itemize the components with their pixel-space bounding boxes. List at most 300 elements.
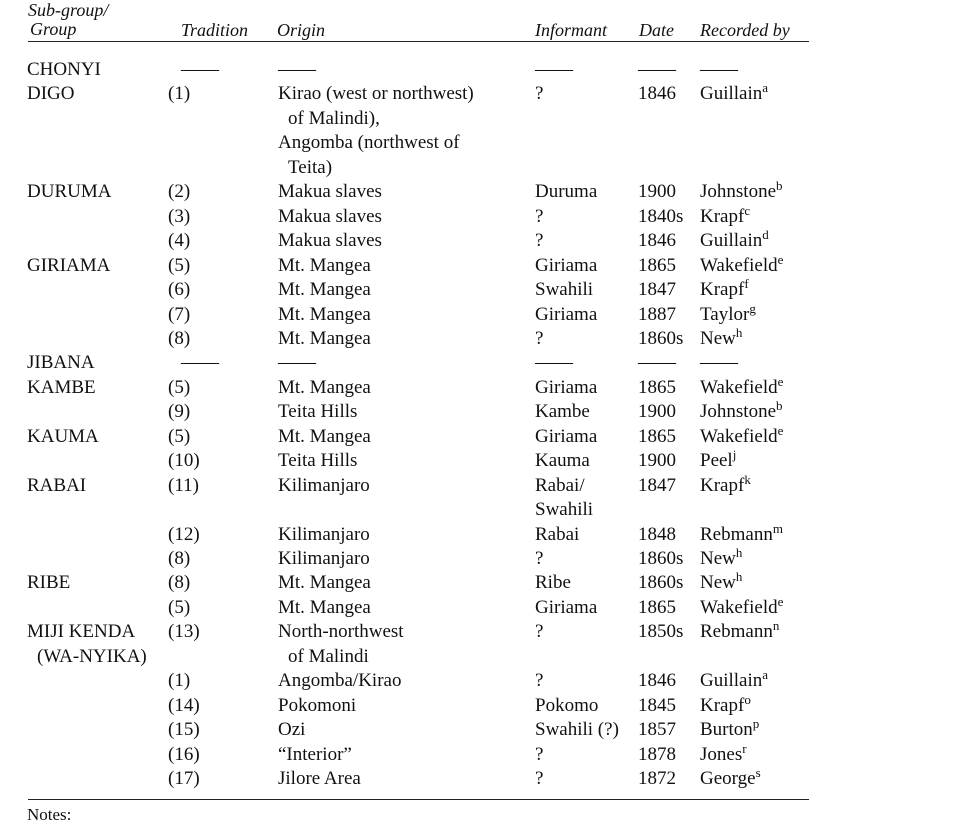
date-cell-text: 1865 — [638, 426, 676, 447]
informant-cell-text: Kauma — [535, 450, 590, 471]
origin-cell — [278, 327, 371, 351]
origin-cell — [288, 156, 332, 180]
informant-cell-text: ? — [535, 83, 544, 104]
footer-rule — [28, 799, 809, 800]
tradition-cell — [168, 694, 200, 718]
footnote-marker: m — [772, 521, 783, 536]
recorded-by-cell-text: Johnstone — [700, 181, 776, 202]
recorded-by-cell-text: Burton — [700, 719, 753, 740]
date-cell — [638, 400, 676, 424]
footnote-marker: j — [732, 447, 737, 462]
notes-label: Notes: — [27, 805, 72, 824]
tradition-cell — [168, 718, 200, 742]
tradition-cell-text: (6) — [168, 279, 191, 300]
header-informant: Informant — [535, 20, 607, 40]
origin-cell-text: Teita Hills — [278, 450, 358, 471]
group-cell — [37, 645, 147, 669]
date-cell-text: 1900 — [638, 181, 676, 202]
informant-cell-text: Duruma — [535, 181, 598, 202]
tradition-cell — [168, 425, 190, 449]
origin-cell — [278, 400, 357, 424]
origin-cell-text: Makua slaves — [278, 230, 382, 251]
date-cell-text: 1860s — [638, 572, 684, 593]
group-cell-text: KAMBE — [27, 377, 96, 398]
origin-cell-text: Mt. Mangea — [278, 377, 371, 398]
date-cell — [638, 620, 683, 644]
informant-cell-text: Giriama — [535, 255, 598, 276]
recorded-by-cell — [700, 449, 736, 473]
tradition-cell — [168, 254, 190, 278]
tradition-cell — [168, 376, 190, 400]
informant-cell — [535, 547, 543, 571]
recorded-by-cell — [700, 376, 783, 400]
group-cell — [27, 620, 135, 644]
origin-cell — [278, 254, 371, 278]
informant-cell — [535, 425, 597, 449]
recorded-by-cell — [700, 58, 738, 82]
date-cell — [638, 205, 683, 229]
recorded-by-cell — [700, 278, 749, 302]
informant-cell-text: ? — [535, 206, 544, 227]
origin-cell-text: —— — [278, 59, 316, 80]
tradition-cell-text: (5) — [168, 377, 191, 398]
informant-cell — [535, 523, 579, 547]
origin-cell — [278, 669, 401, 693]
date-cell-text: 1887 — [638, 304, 676, 325]
group-cell-text: MIJI KENDA — [27, 621, 136, 642]
tradition-cell — [168, 229, 190, 253]
origin-cell-text: Mt. Mangea — [278, 597, 371, 618]
date-cell — [638, 278, 676, 302]
date-cell-text: 1840s — [638, 206, 684, 227]
date-cell — [638, 180, 676, 204]
informant-cell — [535, 303, 597, 327]
date-cell — [638, 58, 676, 82]
tradition-cell — [168, 669, 190, 693]
recorded-by-cell — [700, 180, 783, 204]
tradition-cell — [181, 351, 219, 375]
informant-cell-text: ? — [535, 670, 544, 691]
date-cell — [638, 425, 676, 449]
informant-cell-text: Ribe — [535, 572, 571, 593]
origin-cell-text: Mt. Mangea — [278, 572, 371, 593]
date-cell-text: 1846 — [638, 230, 676, 251]
origin-cell — [278, 743, 352, 767]
recorded-by-cell — [700, 767, 761, 791]
origin-cell — [278, 694, 356, 718]
tradition-cell-text: (4) — [168, 230, 191, 251]
footnote-marker: d — [762, 227, 769, 242]
origin-cell-text: —— — [278, 352, 316, 373]
informant-cell-text: Giriama — [535, 304, 598, 325]
informant-cell-text: Giriama — [535, 426, 598, 447]
recorded-by-cell — [700, 718, 759, 742]
recorded-by-cell — [700, 400, 783, 424]
footnote-marker: e — [777, 594, 784, 609]
tradition-cell-text: (7) — [168, 304, 191, 325]
tradition-cell — [168, 620, 200, 644]
recorded-by-cell — [700, 694, 751, 718]
informant-cell — [535, 694, 598, 718]
informant-cell-text: Giriama — [535, 597, 598, 618]
tradition-cell-text: (11) — [168, 475, 199, 496]
date-cell-text: 1850s — [638, 621, 684, 642]
tradition-cell-text: —— — [181, 352, 219, 373]
date-cell — [638, 767, 676, 791]
origin-cell — [278, 229, 382, 253]
informant-cell-text: ? — [535, 548, 544, 569]
recorded-by-cell-text: Krapf — [700, 279, 745, 300]
footnote-marker: s — [755, 765, 761, 780]
group-cell-text: JIBANA — [27, 352, 95, 373]
recorded-by-cell-text: Rebmann — [700, 524, 773, 545]
informant-cell — [535, 229, 543, 253]
recorded-by-cell — [700, 596, 783, 620]
informant-cell — [535, 669, 543, 693]
origin-cell-text: Mt. Mangea — [278, 255, 371, 276]
tradition-cell — [168, 767, 200, 791]
origin-cell — [288, 645, 369, 669]
footnote-marker: r — [742, 741, 747, 756]
recorded-by-cell-text: New — [700, 328, 736, 349]
tradition-cell-text: —— — [181, 59, 219, 80]
origin-cell — [278, 278, 371, 302]
recorded-by-cell-text: Peel — [700, 450, 733, 471]
tradition-cell — [168, 82, 190, 106]
recorded-by-cell — [700, 254, 783, 278]
footnote-marker: e — [777, 374, 784, 389]
tradition-cell-text: (13) — [168, 621, 200, 642]
group-cell — [27, 254, 110, 278]
date-cell-text: 1865 — [638, 255, 676, 276]
tradition-cell — [168, 400, 190, 424]
header-group: Group — [30, 19, 77, 39]
date-cell-text: —— — [638, 59, 676, 80]
group-cell — [27, 82, 75, 106]
date-cell-text: 1872 — [638, 768, 676, 789]
origin-cell — [288, 107, 380, 131]
group-cell-text: KAUMA — [27, 426, 99, 447]
informant-cell-text: ? — [535, 621, 544, 642]
recorded-by-cell — [700, 547, 742, 571]
tradition-cell-text: (14) — [168, 695, 200, 716]
informant-cell — [535, 743, 543, 767]
origin-cell — [278, 58, 316, 82]
footnote-marker: k — [744, 472, 751, 487]
tradition-cell-text: (15) — [168, 719, 200, 740]
origin-cell — [278, 425, 371, 449]
tradition-cell — [168, 547, 190, 571]
date-cell-text: 1846 — [638, 83, 676, 104]
tradition-cell — [168, 596, 190, 620]
group-cell-text: GIRIAMA — [27, 255, 111, 276]
footnote-marker: e — [777, 423, 784, 438]
recorded-by-cell-text: Wakefield — [700, 377, 778, 398]
date-cell — [638, 669, 676, 693]
date-cell — [638, 303, 676, 327]
header-origin: Origin — [277, 20, 326, 40]
recorded-by-cell-text: —— — [700, 59, 738, 80]
informant-cell — [535, 767, 543, 791]
origin-cell — [278, 474, 370, 498]
group-cell-text: RIBE — [27, 572, 71, 593]
origin-cell-text: Angomba/Kirao — [278, 670, 402, 691]
informant-cell — [535, 58, 573, 82]
recorded-by-cell — [700, 205, 750, 229]
header-tradition: Tradition — [181, 20, 249, 40]
origin-cell-text: “Interior” — [278, 744, 352, 765]
recorded-by-cell — [700, 571, 742, 595]
origin-cell-text: Makua slaves — [278, 206, 382, 227]
origin-cell-text: Makua slaves — [278, 181, 382, 202]
informant-cell-text: ? — [535, 744, 544, 765]
date-cell — [638, 254, 676, 278]
group-cell — [27, 180, 111, 204]
origin-cell — [278, 82, 474, 106]
origin-cell-text: Mt. Mangea — [278, 328, 371, 349]
recorded-by-cell — [700, 351, 738, 375]
origin-cell — [278, 131, 460, 155]
tradition-cell — [168, 205, 190, 229]
header-subgroup: Sub-group/ — [28, 0, 109, 20]
group-cell-text: DURUMA — [27, 181, 112, 202]
recorded-by-cell — [700, 474, 751, 498]
date-cell-text: 1865 — [638, 597, 676, 618]
informant-cell — [535, 400, 590, 424]
recorded-by-cell — [700, 327, 742, 351]
date-cell — [638, 474, 676, 498]
informant-cell-text: Rabai — [535, 524, 580, 545]
date-cell-text: 1860s — [638, 328, 684, 349]
footnote-marker: h — [735, 325, 743, 340]
footnote-marker: o — [744, 692, 751, 707]
informant-cell — [535, 449, 590, 473]
date-cell — [638, 571, 683, 595]
recorded-by-cell-text: George — [700, 768, 756, 789]
date-cell-text: 1900 — [638, 401, 676, 422]
origin-cell-text: Kilimanjaro — [278, 548, 370, 569]
footnote-marker: a — [762, 667, 769, 682]
origin-cell — [278, 449, 357, 473]
date-cell — [638, 376, 676, 400]
informant-cell — [535, 82, 543, 106]
group-cell — [27, 351, 95, 375]
origin-cell — [278, 180, 382, 204]
date-cell-text: 1900 — [638, 450, 676, 471]
date-cell-text: 1848 — [638, 524, 676, 545]
recorded-by-cell-text: —— — [700, 352, 738, 373]
informant-cell — [535, 498, 593, 522]
tradition-cell — [168, 474, 199, 498]
origin-cell-text: Teita Hills — [278, 401, 358, 422]
group-cell — [27, 58, 101, 82]
informant-cell — [535, 254, 597, 278]
informant-cell — [535, 474, 585, 498]
origin-cell-text: of Malindi — [288, 646, 369, 667]
header-recorded-by: Recorded by — [700, 20, 790, 40]
recorded-by-cell-text: New — [700, 572, 736, 593]
date-cell-text: 1845 — [638, 695, 676, 716]
header-rule — [28, 41, 809, 42]
date-cell — [638, 718, 676, 742]
recorded-by-cell-text: New — [700, 548, 736, 569]
informant-cell — [535, 571, 571, 595]
origin-cell-text: Ozi — [278, 719, 306, 740]
informant-cell-text: ? — [535, 230, 544, 251]
recorded-by-cell — [700, 229, 769, 253]
group-cell-text: (WA-NYIKA) — [37, 646, 147, 667]
recorded-by-cell — [700, 523, 783, 547]
informant-cell-text: ? — [535, 768, 544, 789]
date-cell — [638, 743, 676, 767]
footnote-marker: a — [762, 80, 769, 95]
informant-cell — [535, 620, 543, 644]
footnote-marker: b — [776, 178, 783, 193]
origin-cell — [278, 303, 371, 327]
informant-cell-text: —— — [535, 352, 573, 373]
date-cell-text: 1846 — [638, 670, 676, 691]
tradition-cell — [168, 278, 190, 302]
informant-cell — [535, 351, 573, 375]
informant-cell-text: Pokomo — [535, 695, 599, 716]
group-cell-text: DIGO — [27, 83, 75, 104]
origin-cell — [278, 767, 361, 791]
header-date: Date — [639, 20, 674, 40]
origin-cell-text: Angomba (northwest of — [278, 132, 460, 153]
date-cell-text: 1878 — [638, 744, 676, 765]
informant-cell — [535, 376, 597, 400]
origin-cell — [278, 351, 316, 375]
tradition-cell-text: (8) — [168, 548, 191, 569]
recorded-by-cell-text: Krapf — [700, 475, 745, 496]
tradition-cell-text: (5) — [168, 255, 191, 276]
informant-cell — [535, 718, 619, 742]
tradition-cell-text: (8) — [168, 328, 191, 349]
tradition-cell-text: (12) — [168, 524, 200, 545]
date-cell — [638, 547, 683, 571]
tradition-cell-text: (1) — [168, 670, 191, 691]
tradition-cell-text: (2) — [168, 181, 191, 202]
tradition-cell-text: (10) — [168, 450, 200, 471]
tradition-cell — [168, 523, 200, 547]
informant-cell — [535, 278, 593, 302]
group-cell-text: CHONYI — [27, 59, 101, 80]
recorded-by-cell-text: Krapf — [700, 206, 745, 227]
origin-cell-text: Mt. Mangea — [278, 304, 371, 325]
date-cell — [638, 351, 676, 375]
tradition-cell-text: (5) — [168, 597, 191, 618]
footnote-marker: c — [744, 203, 751, 218]
recorded-by-cell-text: Guillain — [700, 670, 763, 691]
informant-cell-text: ? — [535, 328, 544, 349]
tradition-cell — [168, 327, 190, 351]
tradition-cell-text: (16) — [168, 744, 200, 765]
origin-cell-text: North-northwest — [278, 621, 404, 642]
informant-cell-text: Swahili (?) — [535, 719, 619, 740]
origin-cell — [278, 718, 305, 742]
group-cell — [27, 474, 86, 498]
recorded-by-cell-text: Guillain — [700, 230, 763, 251]
origin-cell-text: Kilimanjaro — [278, 524, 370, 545]
informant-cell-text: Giriama — [535, 377, 598, 398]
origin-cell-text: Kilimanjaro — [278, 475, 370, 496]
recorded-by-cell-text: Guillain — [700, 83, 763, 104]
tradition-cell — [168, 743, 200, 767]
recorded-by-cell-text: Wakefield — [700, 597, 778, 618]
footnote-marker: n — [772, 618, 780, 633]
informant-cell-text: Kambe — [535, 401, 590, 422]
tradition-cell — [168, 303, 190, 327]
recorded-by-cell-text: Wakefield — [700, 426, 778, 447]
origin-cell-text: Mt. Mangea — [278, 426, 371, 447]
recorded-by-cell-text: Krapf — [700, 695, 745, 716]
origin-cell — [278, 547, 370, 571]
date-cell-text: 1847 — [638, 279, 676, 300]
recorded-by-cell-text: Johnstone — [700, 401, 776, 422]
footnote-marker: h — [735, 569, 743, 584]
date-cell — [638, 229, 676, 253]
recorded-by-cell-text: Jones — [700, 744, 743, 765]
tradition-cell-text: (1) — [168, 83, 191, 104]
date-cell — [638, 82, 676, 106]
informant-cell — [535, 205, 543, 229]
tradition-cell — [168, 180, 190, 204]
recorded-by-cell — [700, 303, 756, 327]
recorded-by-cell-text: Wakefield — [700, 255, 778, 276]
footnote-marker: e — [777, 252, 784, 267]
origin-cell-text: Kirao (west or northwest) — [278, 83, 474, 104]
origin-cell — [278, 205, 382, 229]
informant-cell-text: Swahili — [535, 279, 594, 300]
origin-cell — [278, 523, 370, 547]
group-cell — [27, 376, 96, 400]
informant-cell-text: Rabai/ — [535, 475, 585, 496]
date-cell-text: 1857 — [638, 719, 676, 740]
date-cell — [638, 449, 676, 473]
date-cell — [638, 327, 683, 351]
footnote-marker: p — [752, 716, 760, 731]
origin-cell — [278, 571, 371, 595]
informant-cell — [535, 180, 597, 204]
tradition-cell — [168, 571, 190, 595]
tradition-cell-text: (9) — [168, 401, 191, 422]
date-cell-text: 1847 — [638, 475, 676, 496]
group-cell — [27, 571, 70, 595]
group-cell-text: RABAI — [27, 475, 87, 496]
recorded-by-cell — [700, 743, 747, 767]
origin-cell — [278, 596, 371, 620]
informant-cell-text: —— — [535, 59, 573, 80]
recorded-by-cell — [700, 425, 783, 449]
date-cell-text: 1865 — [638, 377, 676, 398]
origin-cell-text: Mt. Mangea — [278, 279, 371, 300]
footnote-marker: h — [735, 545, 743, 560]
tradition-cell-text: (8) — [168, 572, 191, 593]
date-cell-text: —— — [638, 352, 676, 373]
tradition-cell — [168, 449, 200, 473]
recorded-by-cell-text: Rebmann — [700, 621, 773, 642]
origin-cell-text: of Malindi), — [288, 108, 380, 129]
date-cell — [638, 523, 676, 547]
date-cell — [638, 694, 676, 718]
informant-cell — [535, 596, 597, 620]
informant-cell-text: Swahili — [535, 499, 594, 520]
tradition-cell — [181, 58, 219, 82]
recorded-by-cell — [700, 82, 768, 106]
date-cell — [638, 596, 676, 620]
recorded-by-cell-text: Taylor — [700, 304, 750, 325]
informant-cell — [535, 327, 543, 351]
